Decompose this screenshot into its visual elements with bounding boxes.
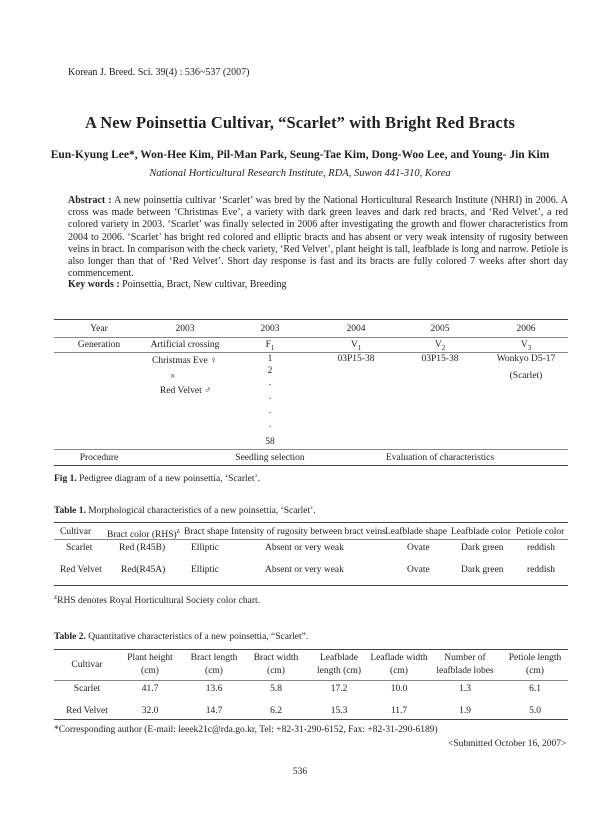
- table1-caption: Table 1. Morphological characteristics of a new poinsettia, ‘Scarlet’.: [54, 506, 316, 516]
- figure1-caption: Fig 1. Pedigree diagram of a new poinsettia, ‘Scarlet’.: [54, 474, 261, 484]
- t2-cell: 11.7: [390, 706, 408, 716]
- t1-header-bract-shape: Bract shape: [184, 527, 229, 537]
- keywords-label: Key words :: [68, 279, 120, 290]
- t2-cell: 32.0: [141, 706, 159, 716]
- fig1-seedling: 1: [267, 354, 273, 364]
- t2-cell: Red Velvet: [66, 706, 108, 716]
- fig1-seedling: 2: [267, 366, 273, 376]
- table1-footnote: $^z$RHS denotes Royal Horticultural Society color chart.: [54, 593, 260, 607]
- submission-date: <Submitted October 16, 2007>: [448, 739, 567, 749]
- t1-bottom-rule: [54, 585, 568, 586]
- fig1-header-2003b: 2003: [260, 324, 280, 334]
- t2-cell: 41.7: [141, 684, 159, 694]
- t1-header-rugosity: Intensity of rugosity between bract veins: [231, 527, 386, 537]
- fig1-line-2005: 03P15-38: [421, 354, 459, 364]
- t1-cell: Ovate: [407, 565, 430, 575]
- t2-header-plant-height: Plant height: [127, 653, 173, 663]
- t1-cell: Red(R45A): [121, 565, 166, 575]
- page-number: 536: [292, 767, 308, 777]
- t2-header-leafblade-length-unit: length (cm): [316, 666, 362, 676]
- t2-cell: 17.2: [330, 684, 348, 694]
- affiliation: National Horticultural Research Institute, RDA, Suwon 441-310, Korea: [149, 168, 451, 179]
- t1-header-leafblade-color: Leafblade color: [451, 527, 511, 537]
- author-list: Eun-Kyung Lee*, Won-Hee Kim, Pil-Man Park, Seung-Tae Kim, Dong-Woo Lee, and Young- Jin Kim: [50, 149, 550, 161]
- t1-cell: reddish: [527, 565, 555, 575]
- t2-cell: 6.1: [529, 684, 541, 694]
- t2-header-bract-length-unit: (cm): [205, 666, 223, 676]
- t2-header-cultivar: Cultivar: [71, 660, 103, 670]
- fig1-gen-f1: $F_1$: [265, 340, 275, 352]
- t1-cell: Absent or very weak: [265, 565, 344, 575]
- t2-header-bract-width-unit: (cm): [267, 666, 285, 676]
- t2-header-rule: [54, 680, 568, 681]
- fig1-gen-v3: $V_3$: [520, 340, 532, 352]
- fig1-parent-female: Christmas Eve ♀: [152, 356, 218, 366]
- fig1-parent-male: Red Velvet ♂: [160, 386, 212, 396]
- t2-header-bract-width: Bract width: [253, 653, 299, 663]
- t2-cell: 5.0: [529, 706, 541, 716]
- fig1-line-2006-name: (Scarlet): [509, 371, 543, 381]
- fig1-generation-label: Generation: [77, 340, 121, 350]
- t2-cell: 6.2: [270, 706, 282, 716]
- t2-cell: 10.0: [390, 684, 408, 694]
- table2-caption: Table 2. Quantitative characteristics of a new poinsettia, “Scarlet”.: [54, 632, 309, 642]
- t1-cell: reddish: [527, 543, 555, 553]
- t1-top-rule: [54, 522, 568, 523]
- fig1-cross-mark: ×: [170, 372, 176, 382]
- keywords: [68, 279, 286, 290]
- t1-cell: Scarlet: [66, 543, 93, 553]
- fig1-seedling: .: [268, 392, 272, 402]
- fig1-header-2004: 2004: [346, 324, 366, 334]
- fig1-seedling: .: [268, 406, 272, 416]
- t1-cell: Elliptic: [191, 543, 219, 553]
- fig1-generation-rule: [54, 352, 568, 353]
- t2-cell: 1.3: [459, 684, 471, 694]
- fig1-line-2004: 03P15-38: [337, 354, 375, 364]
- fig1-procedure-selection: Seedling selection: [235, 453, 305, 463]
- t2-header-leaflade-width-unit: (cm): [390, 666, 408, 676]
- fig1-seedling: 58: [265, 437, 275, 447]
- t1-cell: Elliptic: [191, 565, 219, 575]
- t1-cell: Dark green: [461, 543, 504, 553]
- t2-cell: 1.9: [459, 706, 471, 716]
- fig1-body-rule: [54, 449, 568, 450]
- abstract-label: Abstract :: [68, 195, 112, 206]
- t2-header-leafblade-length: Leafblade: [320, 653, 358, 663]
- article-title: A New Poinsettia Cultivar, “Scarlet” with Bright Red Bracts: [84, 113, 516, 132]
- fig1-seedling: .: [268, 378, 272, 388]
- abstract-text: A new poinsettia cultivar ‘Scarlet’ was bred by the National Horticultural Research Institute (NHRI) in 2006. A cross was made between ‘Christmas Eve’, a variety with dark green leaves and dark red bracts, and ‘Red Velvet’, a red colored variety in 2003. ‘Scarlet’ was finally selected in 2006 after investigating the growth and flower characteristics from 2004 to 2006. ‘Scarlet’ has bright red colored and elliptic bracts and has absent or very weak intensity of rugosity between veins in bract. In comparison with the check variety, ‘Red Velvet’, plant height is tall, leafblade is long and narrow. Petiole is also longer than that of ‘Red Velvet’. Short day response is fast and its bracts are fully colored 7 weeks after short day commencement.: [68, 195, 569, 280]
- t1-cell: Absent or very weak: [265, 543, 344, 553]
- t1-cell: Ovate: [407, 543, 430, 553]
- fig1-line-2006: Wonkyo D5-17: [496, 354, 556, 364]
- t1-cell: Dark green: [461, 565, 504, 575]
- corresponding-author: *Corresponding author (E-mail: leeek21c@rda.go.kr, Tel: +82-31-290-6152, Fax: +82-31-290-6189): [54, 725, 438, 735]
- t2-header-plant-height-unit: (cm): [141, 666, 159, 676]
- t1-header-cultivar: Cultivar: [60, 527, 92, 537]
- fig1-header-2006: 2006: [516, 324, 536, 334]
- t1-header-petiole-color: Petiole color: [516, 527, 565, 537]
- fig1-bottom-rule: [54, 465, 568, 466]
- t2-cell: 14.7: [205, 706, 223, 716]
- t2-header-leaflade-width: Leaflade width: [370, 653, 428, 663]
- t1-header-bract-color: Bract color (RHS)$^z$: [107, 527, 180, 541]
- t2-header-lobes-unit: leafblade lobes: [436, 666, 494, 676]
- t2-header-bract-length: Bract length: [190, 653, 238, 663]
- fig1-header-rule: [54, 337, 568, 338]
- t2-cell: 5.8: [270, 684, 282, 694]
- fig1-gen-crossing: Artificial crossing: [150, 340, 220, 350]
- t2-cell: 15.3: [330, 706, 348, 716]
- t2-header-lobes: Number of: [444, 653, 486, 663]
- fig1-gen-v2: $V_2$: [434, 340, 446, 352]
- journal-citation: Korean J. Breed. Sci. 39(4) : 536~537 (2007): [68, 67, 250, 78]
- fig1-top-rule: [54, 319, 568, 320]
- t1-header-leafblade-shape: Leafblade shape: [385, 527, 447, 537]
- fig1-header-2005: 2005: [430, 324, 450, 334]
- fig1-header-year: Year: [90, 324, 108, 334]
- t2-header-petiole-length-unit: (cm): [526, 666, 544, 676]
- t2-header-petiole-length: Petiole length: [508, 653, 562, 663]
- t1-cell: Red Velvet: [60, 565, 102, 575]
- t2-cell: 13.6: [205, 684, 223, 694]
- t1-cell: Red (R45B): [119, 543, 166, 553]
- fig1-gen-v1: $V_1$: [350, 340, 362, 352]
- t2-top-rule: [54, 649, 568, 650]
- fig1-procedure-evaluation: Evaluation of characteristics: [385, 453, 495, 463]
- fig1-procedure-label: Procedure: [79, 453, 119, 463]
- fig1-seedling: .: [268, 420, 272, 430]
- t2-bottom-rule: [54, 719, 568, 720]
- fig1-header-2003a: 2003: [175, 324, 195, 334]
- keywords-text: Poinsettia, Bract, New cultivar, Breeding: [122, 279, 287, 290]
- abstract: [68, 195, 568, 280]
- t2-cell: Scarlet: [73, 684, 101, 694]
